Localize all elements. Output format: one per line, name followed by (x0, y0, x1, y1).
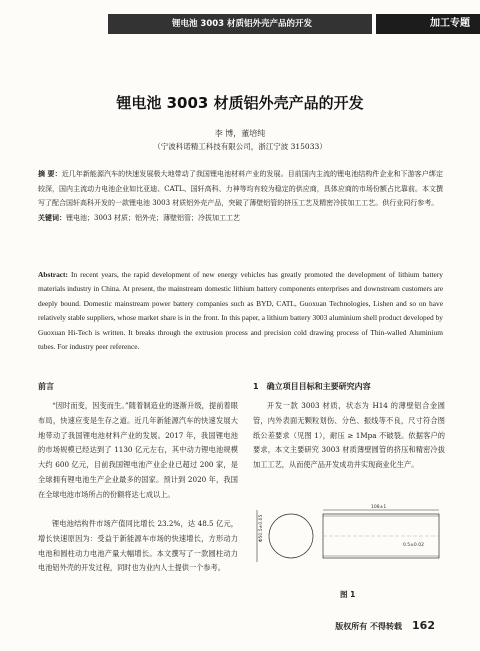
header-article-title: 锂电池 3003 材质铝外壳产品的开发 (108, 14, 376, 34)
section-1-heading: 1 确立项目目标和主要研究内容 (253, 382, 371, 391)
affiliation: （宁波科诺精工科技有限公司，浙江宁波 315033） (153, 142, 327, 151)
english-abstract (38, 268, 443, 354)
keywords-text: 锂电池；3003 材质；铝外壳；薄壁铝管；冷拔加工工艺 (66, 213, 241, 222)
foreword-paragraph-1: “因时而变，因变而生。”随着制造业的逐渐升级，提前着眼布局，快速应变是生存之道。近几年新能源汽车的快速发展大地带动了我国锂电池材料产业的发展。2017 年，我国锂电池的市场规模已经达到了 1130 亿元左右，其中动力锂电池规模大约 600 亿元，目前我国锂电池产业企业已超过 200 家，是全球拥有锂电池生产企业最多的国家。预计到 2020 年，我国在全球电池市场所占的份额将达七成以上。 (38, 401, 238, 499)
authors: 李 博，董培纯 (214, 129, 266, 138)
tube-drawing-svg (253, 502, 445, 566)
dim-left-label: Φ50.5±0.05 (259, 514, 264, 542)
abstract-text: 近几年新能源汽车的快速发展极大地带动了我国锂电池材料产业的发展。目前国内主流的锂电池结构件企业和下游客户绑定较深，国内主流动力电池企业如比亚迪、CATL、国轩高科、力神等均有较为稳定的供应商，具体应商的市场份额占比靠前。本文撰写了配合国轩高科开发的一款锂电池 3003 材质铝外壳产品，突破了薄壁铝管的挤压工艺及精密冷拔加工工艺。供行业同行参考。 (38, 170, 443, 207)
dim-right-label: 0.5±0.02 (403, 543, 424, 548)
chinese-abstract (38, 167, 443, 225)
abstract-label: 摘 要： (38, 170, 62, 178)
figure-1-drawing (253, 502, 445, 566)
page-number: 162 (412, 619, 435, 632)
tube-cross-section (269, 514, 313, 558)
keywords-label: 关键词： (38, 213, 66, 222)
header-column-label: 加工专题 (376, 14, 480, 34)
english-abstract-label: Abstract: (38, 270, 68, 279)
dim-top-label: 108±1 (371, 505, 387, 510)
page-footer (335, 619, 435, 632)
running-header (0, 14, 480, 34)
article-title: 锂电池 3003 材质铝外壳产品的开发 (116, 94, 364, 112)
section-1-paragraph: 开发一款 3003 材质，状态为 H14 的薄壁铝合金圆管，内外表面无颗粒划伤、分色、振线等不良，尺寸符合图纸公差要求（见图 1），耐压 ≥ 1Mpa 不破裂。依据客户的要求，本文主要研究 3003 材质薄壁圆管的挤压和精密冷拔加工工艺，从而使产品开发成功并实现商业化生产。 (253, 401, 445, 470)
foreword-paragraph-2: 锂电池结构件市场产值同比增长 23.2%，达 48.5 亿元，增长快速原因为：受益于新能源车市场的快速增长，方形动力电池和圆柱动力电池产量大幅增长。本文撰写了一款圆柱动力电池铝外壳的开发过程，同时也为业内人士提供一个参考。 (38, 519, 238, 573)
copyright-notice: 版权所有 不得转载 (335, 622, 403, 631)
figure-caption: 图 1 (340, 590, 356, 599)
foreword-heading: 前言 (38, 382, 54, 391)
english-abstract-text: In recent years, the rapid development of new energy vehicles has greatly promoted the development of lithium battery materials industry in China. At present, the mainstream domestic lithium battery components enterprises and downstream customers are deeply bound. Domestic mainstream power battery companies such as BYD, CATL, Guoxuan Technologies, Lishen and so on have relatively stable suppliers, whose market share is in the front. In this paper, a lithium battery 3003 aluminium shell product developed by Guoxuan Hi-Tech is written. It breaks through the extrusion process and precision cold drawing process of Thin-walled Aluminium tubes. For industry peer reference. (38, 270, 443, 352)
